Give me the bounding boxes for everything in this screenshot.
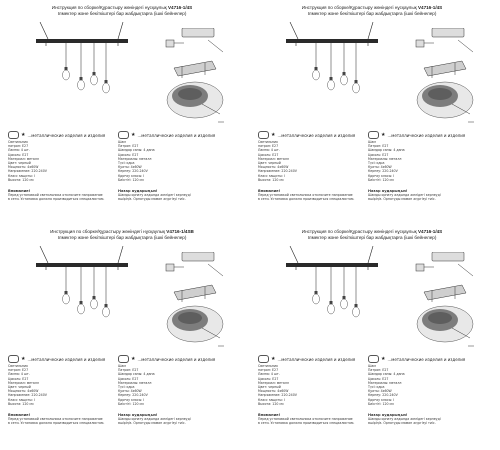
model-number: V4716-1/4SB — [166, 229, 194, 234]
star-icon: ★ — [271, 132, 276, 138]
text-line: Цоколь: E27 — [8, 152, 29, 157]
cert-text: ...металлические изделия и изделия — [137, 356, 216, 362]
text-line: Түсі: қара — [368, 385, 385, 390]
text-line: Түсі: қара — [118, 385, 135, 390]
star-icon: ★ — [21, 356, 26, 362]
sheet-title — [250, 5, 494, 17]
text-line: Напряжение: 220-240V — [8, 393, 47, 398]
text-line: Напряжение: 220-240V — [8, 169, 47, 174]
text-line: Патрон: E27 — [368, 368, 389, 373]
text-line: Қуаты: 4x60W — [368, 165, 392, 170]
warning-text — [368, 417, 480, 425]
warning-ru — [8, 189, 120, 202]
text-line: Цоколь: E27 — [258, 152, 279, 157]
text-line: Шамдар саны: 4 дана — [368, 372, 405, 377]
text-line: Қорғау класы: I — [368, 397, 395, 402]
spec-list-ru — [8, 140, 108, 182]
warning-text — [118, 193, 230, 201]
eac-mark-icon — [118, 131, 129, 139]
spec-list-kz — [118, 364, 218, 406]
cert-text: ...металлические изделия и изделия — [387, 132, 466, 138]
title-line1: Инструкция по сборке/Құрастыру жөніндегі нұсқаулық — [301, 229, 417, 234]
spec-list-kz — [118, 140, 218, 182]
instruction-sheet — [250, 0, 494, 221]
instruction-sheet — [250, 224, 494, 445]
text-line: Мощность: 4x60W — [258, 165, 289, 170]
text-line: патрон: E27 — [8, 144, 29, 149]
certification-marks-left — [258, 355, 355, 363]
text-line: өшіріңіз. Орнатуды маман жүргізуі тиіс. — [118, 421, 186, 426]
eac-mark-icon — [8, 355, 19, 363]
text-line: Биіктігі: 120 см — [368, 177, 394, 182]
title-line2: Ілмектер және бекіткіштері бар жабдықтарға (ішкі бейнелер) — [307, 235, 437, 240]
text-line: Материалы: металл — [368, 156, 402, 161]
star-icon: ★ — [381, 132, 386, 138]
text-line: Перед установкой светильника отключите напряжение — [8, 417, 103, 422]
warning-heading: Внимание! — [8, 413, 31, 417]
cert-text: ...металлические изделия и изделия — [277, 132, 356, 138]
text-line: Материалы: металл — [368, 380, 402, 385]
warning-heading: Внимание! — [258, 413, 281, 417]
text-line: Түсі: қара — [118, 161, 135, 166]
warning-kz — [368, 413, 480, 426]
text-line: Шам — [118, 364, 126, 368]
text-line: Цоколь: E27 — [368, 152, 389, 157]
eac-mark-icon — [8, 131, 19, 139]
text-line: Цоколь: E27 — [368, 376, 389, 381]
text-line: Цвет: черный — [8, 385, 31, 390]
warning-heading: Назар аударыңыз! — [118, 413, 158, 417]
text-line: в сети. Установка должна производиться специалистом. — [8, 421, 105, 426]
text-line: Биіктігі: 120 см — [368, 401, 394, 406]
text-line: Шамды орнату алдында желідегі кернеуді — [118, 417, 191, 422]
warning-text — [258, 417, 370, 425]
star-icon: ★ — [21, 132, 26, 138]
text-line: Шамды орнату алдында желідегі кернеуді — [368, 193, 441, 198]
pendant-lamp-illustration — [278, 22, 388, 108]
cert-text: ...металлические изделия и изделия — [387, 356, 466, 362]
warning-heading: Внимание! — [258, 189, 281, 193]
certification-marks-right — [118, 355, 215, 363]
warning-text — [8, 193, 120, 201]
text-line: Напряжение: 220-240V — [258, 393, 297, 398]
text-line: Высота: 120 см — [258, 177, 284, 182]
text-line: Шам — [118, 140, 126, 144]
text-line: Түсі: қара — [368, 161, 385, 166]
text-line: Светильник — [8, 140, 28, 144]
eac-mark-icon — [118, 355, 129, 363]
text-line: Материал: металл — [258, 156, 289, 161]
text-line: өшіріңіз. Орнатуды маман жүргізуі тиіс. — [368, 421, 436, 426]
title-line2: Ілмектер және бекіткіштері бар жабдықтарға (ішкі бейнелер) — [57, 235, 187, 240]
warning-text — [258, 193, 370, 201]
eac-mark-icon — [368, 131, 379, 139]
text-line: Қорғау класы: I — [118, 397, 145, 402]
warning-text — [118, 417, 230, 425]
text-line: Кернеу: 220-240V — [368, 169, 398, 174]
instruction-sheet — [0, 224, 244, 445]
spec-list-ru — [8, 364, 108, 406]
spec-list-ru — [258, 140, 358, 182]
eac-mark-icon — [258, 355, 269, 363]
pendant-lamp-illustration — [28, 246, 138, 332]
warning-ru — [258, 189, 370, 202]
text-line: Патрон: E27 — [118, 144, 139, 149]
text-line: патрон: E27 — [258, 144, 279, 149]
text-line: Высота: 120 см — [8, 401, 34, 406]
text-line: Кернеу: 220-240V — [118, 393, 148, 398]
text-line: Цвет: черный — [258, 161, 281, 166]
text-line: Қуаты: 4x60W — [118, 389, 142, 394]
warning-kz — [368, 189, 480, 202]
cert-text: ...металлические изделия и изделия — [137, 132, 216, 138]
text-line: Светильник — [8, 364, 28, 368]
certification-marks-right — [118, 131, 215, 139]
star-icon: ★ — [131, 132, 136, 138]
text-line: Класс защиты: I — [8, 173, 35, 178]
cert-text: ...металлические изделия и изделия — [277, 356, 356, 362]
text-line: өшіріңіз. Орнатуды маман жүргізуі тиіс. — [118, 197, 186, 202]
sheet-title — [0, 229, 244, 241]
text-line: Биіктігі: 120 см — [118, 177, 144, 182]
model-number: V4716-1/4S — [417, 229, 443, 234]
certification-marks-right — [368, 131, 465, 139]
text-line: Перед установкой светильника отключите напряжение — [258, 417, 353, 422]
text-line: Шам — [368, 364, 376, 368]
warning-kz — [118, 189, 230, 202]
instruction-sheet — [0, 0, 244, 221]
text-line: Шамдар саны: 4 дана — [368, 148, 405, 153]
cert-text: ...металлические изделия и изделия — [27, 356, 106, 362]
text-line: Цоколь: E27 — [118, 376, 139, 381]
sheet-title — [0, 5, 244, 17]
warning-text — [368, 193, 480, 201]
text-line: в сети. Установка должна производиться специалистом. — [8, 197, 105, 202]
text-line: патрон: E27 — [258, 368, 279, 373]
text-line: Лампа: 4 шт. — [258, 148, 280, 153]
title-line2: Ілмектер және бекіткіштері бар жабдықтарға (ішкі бейнелер) — [57, 11, 187, 16]
text-line: Шамдар саны: 4 дана — [118, 148, 155, 153]
text-line: Мощность: 4x60W — [258, 389, 289, 394]
cert-text: ...металлические изделия и изделия — [27, 132, 106, 138]
text-line: Светильник — [258, 140, 278, 144]
certification-marks-right — [368, 355, 465, 363]
text-line: Патрон: E27 — [118, 368, 139, 373]
text-line: Материалы: металл — [118, 156, 152, 161]
text-line: Высота: 120 см — [8, 177, 34, 182]
text-line: Шамды орнату алдында желідегі кернеуді — [118, 193, 191, 198]
star-icon: ★ — [381, 356, 386, 362]
text-line: Шамдар саны: 4 дана — [118, 372, 155, 377]
text-line: Қорғау класы: I — [368, 173, 395, 178]
text-line: Напряжение: 220-240V — [258, 169, 297, 174]
text-line: Перед установкой светильника отключите напряжение — [258, 193, 353, 198]
warning-ru — [258, 413, 370, 426]
text-line: Цоколь: E27 — [258, 376, 279, 381]
text-line: Шамды орнату алдында желідегі кернеуді — [368, 417, 441, 422]
text-line: Материалы: металл — [118, 380, 152, 385]
title-line2: Ілмектер және бекіткіштері бар жабдықтарға (ішкі бейнелер) — [307, 11, 437, 16]
certification-marks-left — [258, 131, 355, 139]
title-line1: Инструкция по сборке/Құрастыру жөніндегі нұсқаулық — [301, 5, 417, 10]
text-line: Қуаты: 4x60W — [118, 165, 142, 170]
text-line: Лампа: 4 шт. — [8, 372, 30, 377]
warning-kz — [118, 413, 230, 426]
title-line1: Инструкция по сборке/Құрастыру жөніндегі нұсқаулық — [51, 5, 167, 10]
eac-mark-icon — [368, 355, 379, 363]
model-number: V4716-1/4S — [167, 5, 193, 10]
pendant-lamp-illustration — [278, 246, 388, 332]
eac-mark-icon — [258, 131, 269, 139]
mounting-parts-illustration — [410, 28, 480, 128]
spec-list-kz — [368, 364, 468, 406]
pendant-lamp-illustration — [28, 22, 138, 108]
text-line: Класс защиты: I — [258, 173, 285, 178]
sheet-title — [250, 229, 494, 241]
text-line: Материал: металл — [8, 380, 39, 385]
text-line: Класс защиты: I — [258, 397, 285, 402]
text-line: Лампа: 4 шт. — [8, 148, 30, 153]
text-line: Патрон: E27 — [368, 144, 389, 149]
star-icon: ★ — [271, 356, 276, 362]
text-line: өшіріңіз. Орнатуды маман жүргізуі тиіс. — [368, 197, 436, 202]
text-line: Қуаты: 4x60W — [368, 389, 392, 394]
text-line: Цвет: черный — [8, 161, 31, 166]
text-line: Материал: металл — [258, 380, 289, 385]
warning-heading: Назар аударыңыз! — [118, 189, 158, 193]
text-line: Высота: 120 см — [258, 401, 284, 406]
text-line: патрон: E27 — [8, 368, 29, 373]
text-line: Цоколь: E27 — [118, 152, 139, 157]
model-number: V4716-1/4S — [417, 5, 443, 10]
warning-heading: Назар аударыңыз! — [368, 189, 408, 193]
text-line: Материал: металл — [8, 156, 39, 161]
star-icon: ★ — [131, 356, 136, 362]
text-line: Мощность: 4x60W — [8, 389, 39, 394]
text-line: Қорғау класы: I — [118, 173, 145, 178]
certification-marks-left — [8, 355, 105, 363]
spec-list-ru — [258, 364, 358, 406]
warning-heading: Внимание! — [8, 189, 31, 193]
warning-ru — [8, 413, 120, 426]
text-line: Светильник — [258, 364, 278, 368]
mounting-parts-illustration — [160, 28, 230, 128]
text-line: Перед установкой светильника отключите напряжение — [8, 193, 103, 198]
text-line: в сети. Установка должна производиться специалистом. — [258, 421, 355, 426]
text-line: Кернеу: 220-240V — [368, 393, 398, 398]
text-line: Лампа: 4 шт. — [258, 372, 280, 377]
text-line: Биіктігі: 120 см — [118, 401, 144, 406]
text-line: Класс защиты: I — [8, 397, 35, 402]
mounting-parts-illustration — [410, 252, 480, 352]
text-line: в сети. Установка должна производиться специалистом. — [258, 197, 355, 202]
title-line1: Инструкция по сборке/Құрастыру жөніндегі нұсқаулық — [50, 229, 165, 234]
text-line: Мощность: 4x60W — [8, 165, 39, 170]
warning-heading: Назар аударыңыз! — [368, 413, 408, 417]
spec-list-kz — [368, 140, 468, 182]
text-line: Цвет: черный — [258, 385, 281, 390]
text-line: Кернеу: 220-240V — [118, 169, 148, 174]
warning-text — [8, 417, 120, 425]
certification-marks-left — [8, 131, 105, 139]
mounting-parts-illustration — [160, 252, 230, 352]
text-line: Цоколь: E27 — [8, 376, 29, 381]
text-line: Шам — [368, 140, 376, 144]
